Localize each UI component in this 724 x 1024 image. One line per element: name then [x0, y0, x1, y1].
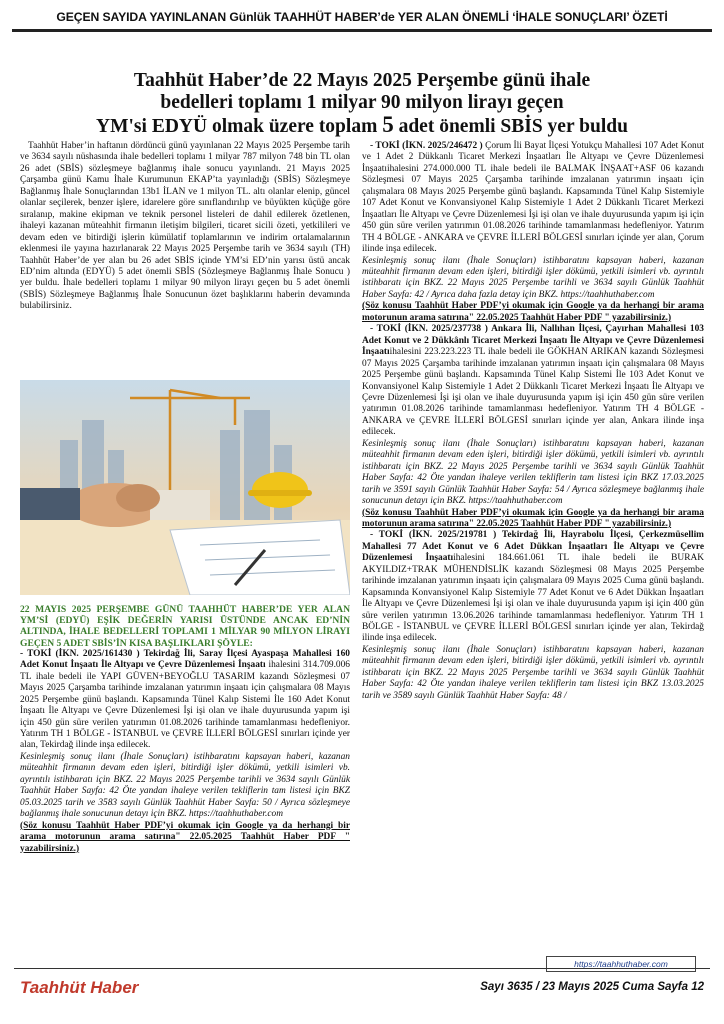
headline-line-3a: YM'si EDYÜ olmak üzere toplam — [96, 116, 383, 137]
green-heading: 22 MAYIS 2025 PERŞEMBE GÜNÜ TAAHHÜT HABER’DE YER ALAN YM’Sİ (EDYÜ) EŞİK DEĞERİN YARISI ÜSTÜNDE ANCAK ED’NİN ALTINDA, İHALE BEDELLERİ TOPLAMI 1 MİLYAR 90 MİLYON LİRAYI GEÇEN 5 ADET SBİS’İN KISA BAŞLIKLARI ŞÖYLE: — [20, 604, 350, 649]
pdf-note: (Söz konusu Taahhüt Haber PDF’yi okumak için Google ya da herhangi bir arama motorunun arama satırına" 22.05.2025 Taahhüt Haber PDF " yazabilirsiniz.) — [20, 820, 350, 854]
pdf-note: (Söz konusu Taahhüt Haber PDF’yi okumak için Google ya da herhangi bir arama motorunun arama satırına" 22.05.2025 Taahhüt Haber PDF " yazabilirsiniz.) — [362, 301, 704, 323]
intro-column — [20, 141, 350, 313]
headline-line-1: Taahhüt Haber’de 22 Mayıs 2025 Perşembe günü ihale — [133, 70, 591, 91]
contract-signing-photo — [20, 380, 350, 595]
headline-line-3 — [20, 114, 704, 138]
page-footer — [14, 968, 710, 1009]
tender-title: - TOKİ (İKN. 2025/219781 ) Tekirdağ İli, Hayrabolu İlçesi, Çerkezmüsellim Mahallesi 77 Adet Konut ve 6 Adet Dükkan İnşaatları İle Altyapı ve Çevre Düzenlemesi İnşaatı — [362, 530, 704, 564]
headline-line-3b: adet önemli SBİS yer buldu — [393, 116, 628, 137]
taahhut-haber-logo: Taahhüt Haber — [20, 978, 139, 997]
website-link[interactable]: https://taahhuthaber.com — [546, 956, 696, 972]
issue-line: Sayı 3635 / 23 Mayıs 2025 Cuma Sayfa 12 — [480, 981, 704, 993]
headline-line-2: bedelleri toplamı 1 milyar 90 milyon lirayı geçen — [160, 92, 564, 113]
tender-item — [362, 530, 704, 645]
intro-text: Taahhüt Haber’in haftanın dördüncü günü yayınlanan 22 Mayıs 2025 Perşembe tarih ve 3634 sayılı nüshasında ihale bedelleri toplamı 1 milyar 787 milyon 748 bin TL olan 26 adet (SBİS) sözleşmeye bağlanmış ihale sonucu yayınlandı. 21 Mayıs 2025 Çarşamba günü Kamu İhale Kurumunun EKAP’ta yayınladığı (SBİS) Sözleşmeye Bağlanmış İhale Sonuçlarından 13b1 İLAN ve 1 milyon TL. altı olanlar elenip, güncel olanlar seçilerek, benzer işlere, idarelere göre sınıflandırılıp ve büyükten küçüğe göre sıralanıp, makine ekipman ve teknik personel listeleri de dahil edilerek özetlenen, ihaleyi kazanan müteahhit firmanın iletişim bilgileri, ticaret sicili özeti, yetkilileri ve devam eden ve bitirdiği işlerin kümülatif toplamlarının ve indirim ortalamalarının eklenmesi ile yayına hazırlanarak 22 Mayıs 2025 Perşembe tarih ve 3634 sayılı (TH) Taahhüt Haber’de yer alan bu 26 adet SBİS içinde YM’si ED’nin yarısı üstü ancak ED’nim altında (EDYÜ) 5 adet önemli SBİS (Sözleşmeye Bağlanmış İhale Sonucu ) yer buldu. İhale bedelleri toplamı 1 milyar 90 milyon lirayı geçen bu 5 adet önemli (SBİS) Sözleşmeye Bağlanmış İhale Sonucunun özet başlıklarını haberin devamında bulabilirsiniz. — [20, 141, 350, 312]
photo-illustration — [20, 380, 350, 595]
tender-body: ihalesini 223.223.223 TL ihale bedeli ile GÖKHAN ARIKAN kazandı Sözleşmesi 07 Mayıs 2025 Çarşamba tarihinde imzalanan yatırımın inşaatı için çalışmalara 08 Mayıs 2025 Perşembe günü başlandı. Kapsamında Tünel Kalıp Sistemi İle 103 Adet Konut ve Konvansiyonel Kalıp Sistemiyle 1 Adet 2 Dükkanlı Ticaret Merkezi İnşaatı İle Altyapı ve Çevre Düzenlemesi İşi işi olan ve ihale duyurusunda yapım işi için 450 gün süre verilen yatırımın 01.08.2026 tarihinde tamamlanması hedefleniyor. Yatırım TH 4 BÖLGE - ANKARA ve ÇEVRE İLLERİ BÖLGESİ sınırları içinde yer alan, Ankara ilinde inşa edilecek. — [362, 347, 704, 438]
tender-body: Çorum İli Bayat İlçesi Yotukçu Mahallesi 107 Adet Konut ve 1 Adet 2 Dükkanlı Ticaret Merkezi İnşaatları İle Altyapı ve Çevre Düzenlemesi İnşaatıihalesini 274.000.000 TL ihale bedeli ile BALMAK İNŞAAT+ASF 06 kazandı Sözleşmesi 07 Mayıs 2025 Çarşamba tarihinde imzalanan yatırımın inşaatı için çalışmalara 08 Mayıs 2025 Perşembe günü başlandı. Kapsamında Tünel Kalıp Sistemiyle 107 Adet Konut ve Konvansiyonel Kalıp Sistemiyle 1 Adet 2 Dükkanlı Ticaret Merkezi İnşaatları İle Altyapı ve Çevre Düzenlemesi İşi işi olan ve ihale duyurusunda yapım işi için 450 gün süre verilen yatırımın 01.08.2026 tarihinde tamamlanması hedefleniyor. Yatırım TH 4 BÖLGE - ANKARA ve ÇEVRE İLLERİ BÖLGESİ sınırları içinde yer alan, Çorum ilinde inşa edilecek. — [362, 141, 705, 255]
tender-item — [362, 324, 704, 439]
tender-reference: Kesinleşmiş sonuç ilanı (İhale Sonuçları) istihbaratını kapsayan haberi, kazanan müteahhit firmanın devam eden işleri, bitirdiği işler dökümü, yetkili isimleri vb. ayrıntılı istihbaratı için BKZ. 22 Mayıs 2025 Perşembe tarihli ve 3634 sayılı Günlük Taahhüt Haber Sayfa: 42 Öte yandan ihaleye verilen tekliflerin tam listesi için BKZ 17.03.2025 tarih ve 3591 sayılı Günlük Taahhüt Haber Sayfa: 54 / Ayrıca sözleşmeye bağlanmış ihale sonucunun detayı için BKZ. https://taahhuthaber.com — [362, 438, 704, 507]
headline-count: 5 — [382, 112, 394, 137]
tender-title: - TOKİ (İKN. 2025/237738 ) Ankara İli, Nallıhan İlçesi, Çayırhan Mahallesi 103 Adet Konut ve 2 Dükkânlı Ticaret Merkezi İnşaatı İle Altyapı ve Çevre Düzenlemesi İnşaatı — [362, 324, 704, 358]
tender-reference: Kesinleşmiş sonuç ilanı (İhale Sonuçları) istihbaratını kapsayan haberi, kazanan müteahhit firmanın devam eden işleri, bitirdiği işler dökümü, yetkili isimleri vb. ayrıntılı istihbaratı için BKZ. 22 Mayıs 2025 Perşembe tarihli ve 3634 sayılı Günlük Taahhüt Haber Sayfa: 42 Öte yandan ihaleye verilen tekliflerin tam listesi için BKZ 05.03.2025 tarih ve 3583 sayılı Günlük Taahhüt Haber Sayfa: 50 / Ayrıca sözleşmeye bağlanmış ihale sonucunun detayı için BKZ. https://taahhuthaber.com — [20, 751, 350, 820]
tender-body: ihalesini 314.709.006 TL ihale bedeli ile YAPI GÜVEN+BEYOĞLU TASARIM kazandı Sözleşmesi 07 Mayıs 2025 Çarşamba tarihinde imzalanan yatırımın inşaatı için çalışmalara 08 Mayıs 2025 Perşembe günü başlandı. Kapsamında Tünel Kalıp Sistemi İle 160 Adet Konut İnşaatı İle Altyapı ve Çevre Düzenlemesi İşi işi olan ve ihale duyurusunda yapım işi için 450 gün süre verilen yatırımın 01.08.2026 tarihinde tamamlanması hedefleniyor. Yatırım TH 1 BÖLGE - İSTANBUL ve ÇEVRE İLLERİ BÖLGESİ sınırları içinde yer alan, Tekirdağ ilinde inşa edilecek. — [20, 660, 350, 751]
left-column-items — [20, 604, 350, 855]
tender-title: - TOKİ (İKN. 2025/246472 ) — [370, 141, 483, 151]
headline — [20, 70, 704, 138]
tender-title: - TOKİ (İKN. 2025/161430 ) Tekirdağ İli, Saray İlçesi Ayaspaşa Mahallesi 160 Adet Konut İnşaatı İle Altyapı ve Çevre Düzenlemesi İnşaatı — [20, 648, 350, 671]
pdf-note: (Söz konusu Taahhüt Haber PDF’yi okumak için Google ya da herhangi bir arama motorunun arama satırına" 22.05.2025 Taahhüt Haber PDF " yazabilirsiniz.) — [362, 507, 704, 529]
tender-reference: Kesinleşmiş sonuç ilanı (İhale Sonuçları) istihbaratını kapsayan haberi, kazanan müteahhit firmanın devam eden işleri, bitirdiği işler dökümü, yetkili isimleri vb. ayrıntılı istihbaratı için BKZ. 22 Mayıs 2025 Perşembe tarihli ve 3634 sayılı Günlük Taahhüt Haber Sayfa: 42 / Ayrıca daha fazla detay için BKZ. https://taahhuthaber.com — [362, 255, 704, 300]
right-column-items — [362, 141, 704, 702]
tender-reference: Kesinleşmiş sonuç ilanı (İhale Sonuçları) istihbaratını kapsayan haberi, kazanan müteahhit firmanın devam eden işleri, bitirdiği işler dökümü, yetkili isimleri vb. ayrıntılı istihbaratı için BKZ. 22 Mayıs 2025 Perşembe tarihli ve 3634 sayılı Günlük Taahhüt Haber Sayfa: 42 Öte yandan ihaleye verilen tekliflerin tam listesi için BKZ 13.03.2025 tarih ve 3589 sayılı Günlük Taahhüt Haber Sayfa: 48 / — [362, 644, 704, 701]
tender-item — [362, 141, 704, 256]
tender-item — [20, 649, 350, 752]
intro-paragraph — [20, 141, 350, 313]
top-bar: GEÇEN SAYIDA YAYINLANAN Günlük TAAHHÜT HABER’de YER ALAN ÖNEMLİ ‘İHALE SONUÇLARI’ ÖZETİ — [12, 10, 712, 32]
tender-body: ihalesini 184.661.061 TL ihale bedeli ile BURAK AKYILDIZ+TRAK MÜHENDİSLİK kazandı Sözleşmesi 08 Mayıs 2025 Perşembe tarihinde imzalanan yatırımın inşaatı için çalışmalara 09 Mayıs 2025 Cuma günü başlandı. Kapsamında Konvansiyonel Kalıp Sistemiyle 77 Adet Konut ve 6 Adet Dükkan İnşaatları İle Altyapı ve Çevre Düzenlemesi İşi işi olan ve ihale duyurusunda yapım işi için 400 gün süre verilen yatırımın 13.06.2026 tarihinde tamamlanması hedefleniyor. Yatırım TH 1 BÖLGE - İSTANBUL ve ÇEVRE İLLERİ BÖLGESİ sınırları içinde yer alan, Tekirdağ ilinde inşa edilecek. — [362, 553, 704, 644]
